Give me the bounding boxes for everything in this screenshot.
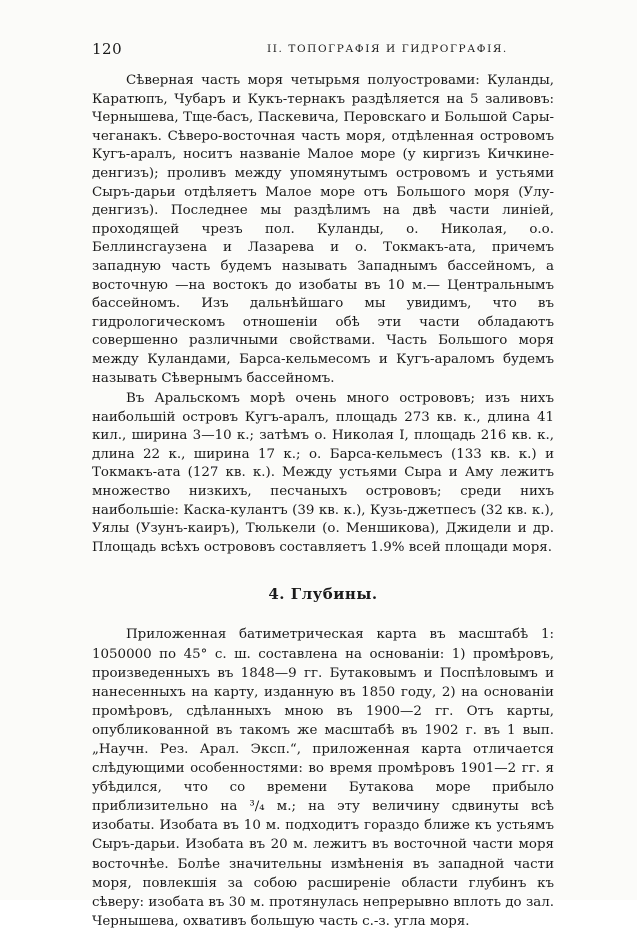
page-header: [92, 40, 554, 60]
page-number: 120: [92, 40, 123, 58]
paragraph-peninsulas: Сѣверная часть моря четырьмя полуостровами: Куланды, Каратюпъ, Чубаръ и Кукъ-тернакъ раздѣляется на 5 заливовъ: Чернышева, Тще-басъ, Паскевича, Перовскаго и Большой Сары-чеганакъ. Сѣверо-восточная часть моря, отдѣленная островомъ Кугъ-аралъ, носитъ названіе Малое море (у киргизъ Кичкине-денгизъ); проливъ между упомянутымъ островомъ и устьями Сыръ-дарьи отдѣляетъ Малое море отъ Большого моря (Улу-денгизъ). Последнее мы раздѣлимъ на двѣ части линіей, проходящей чрезъ пол. Куланды, о. Николая, о.о. Беллинсгаузена и Лазарева и о. Токмакъ-ата, причемъ западную часть будемъ называть Западнымъ бассейномъ, а восточную —на востокъ до изобаты въ 10 м.— Центральнымъ бассейномъ. Изъ дальнѣйшаго мы увидимъ, что въ гидрологическомъ отношеніи обѣ эти части обладаютъ совершенно различными свойствами. Часть Большого моря между Куландами, Барса-кельмесомъ и Кугъ-араломъ будемъ называть Сѣвернымъ бассейномъ.: [92, 73, 554, 386]
paragraph-depths: Приложенная батиметрическая карта въ масштабѣ 1: 1050000 по 45° с. ш. составлена на основаніи: 1) промѣровъ, произведенныхъ въ 1848—9 гг. Бутаковымъ и Поспѣловымъ и нанесенныхъ на карту, изданную въ 1850 году, 2) на основаніи промѣровъ, сдѣланныхъ мною въ 1900—2 гг. Отъ карты, опубликованной въ такомъ же масштабѣ въ 1902 г. въ 1 вып. „Научн. Рез. Арал. Эксп.“, приложенная карта отличается слѣдующими особенностями: во время промѣровъ 1901—2 гг. я убѣдился, что со времени Бутакова море прибыло приблизительно на ³/₄ м.; на эту величину сдвинуты всѣ изобаты. Изобата въ 10 м. подходитъ гораздо ближе къ устьямъ Сыръ-дарьи. Изобата въ 20 м. лежитъ въ восточной части моря восточнѣе. Болѣе значительны измѣненія въ западной части моря, повлекшія за собою расширеніе области глубинъ къ сѣверу: изобата въ 30 м. протянулась непрерывно вплоть до зал. Чернышева, охвативъ большую часть с.-з. угла моря.: [92, 627, 554, 929]
section-title: 4. Глубины.: [268, 585, 378, 604]
paragraph-islands: Въ Аральскомъ морѣ очень много острововъ; изъ нихъ наибольшій островъ Кугъ-аралъ, площадь 273 кв. к., длина 41 кил., ширина 3—10 к.; затѣмъ о. Николая I, площадь 216 кв. к., длина 22 к., ширина 17 к.; о. Барса-кельмесъ (133 кв. к.) и Токмакъ-ата (127 кв. к.). Между устьями Сыра и Аму лежитъ множество низкихъ, песчаныхъ острововъ; среди нихъ наибольшіе: Каска-кулантъ (39 кв. к.), Кузь-джетпесъ (32 кв. к.), Уялы (Узунъ-каиръ), Тюлькели (о. Меншикова), Джидели и др. Площадь всѣхъ острововъ составляетъ 1.9% всей площади моря.: [92, 391, 554, 555]
running-head: II. ТОПОГРАФІЯ И ГИДРОГРАФІЯ.: [267, 43, 508, 55]
body-text: [92, 72, 554, 931]
